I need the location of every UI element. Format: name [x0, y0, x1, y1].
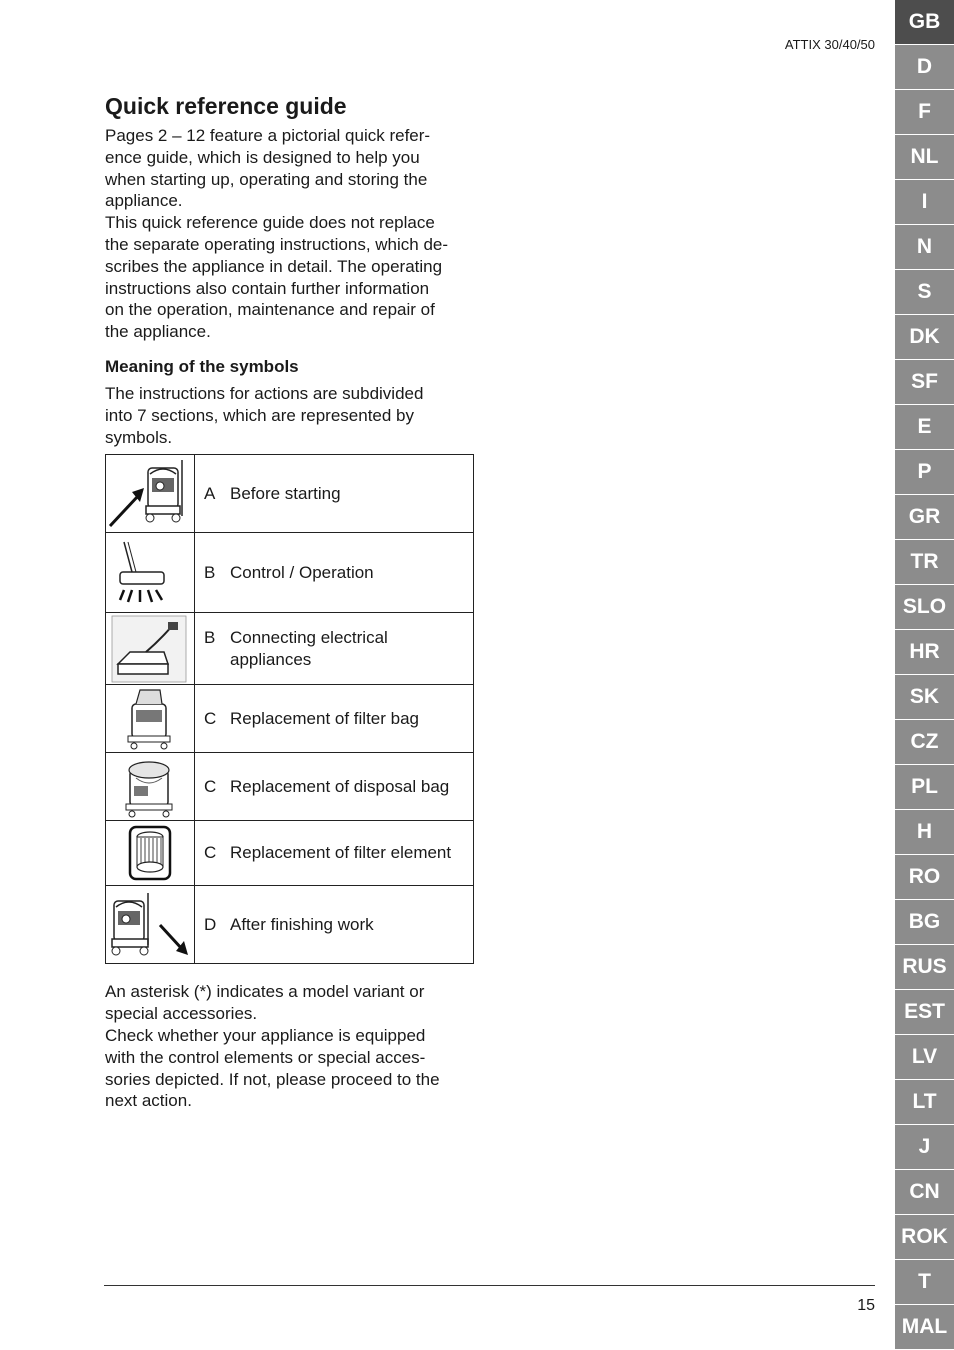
intro-line: the separate operating instructions, which de-	[105, 234, 449, 254]
symbol-letter: C	[204, 776, 217, 796]
language-tab-d[interactable]: D	[895, 45, 954, 89]
symbol-label-cell	[195, 533, 474, 613]
language-tab-sf[interactable]: SF	[895, 360, 954, 404]
disposal-bag-icon	[106, 754, 194, 820]
floor-nozzle-icon	[106, 534, 194, 612]
language-tab-mal[interactable]: MAL	[895, 1305, 954, 1349]
language-tab-p[interactable]: P	[895, 450, 954, 494]
language-tab-ro[interactable]: RO	[895, 855, 954, 899]
language-tabs	[895, 0, 954, 1350]
language-tab-bg[interactable]: BG	[895, 900, 954, 944]
symbol-label-cell	[195, 821, 474, 886]
symbol-icon-cell	[106, 685, 195, 753]
intro-paragraph	[105, 125, 477, 343]
language-tab-tr[interactable]: TR	[895, 540, 954, 584]
language-tab-h[interactable]: H	[895, 810, 954, 854]
symbol-text: Replacement of filter bag	[230, 708, 419, 728]
symbol-letter: C	[204, 708, 217, 728]
table-row	[106, 753, 474, 821]
language-tab-j[interactable]: J	[895, 1125, 954, 1169]
language-tab-dk[interactable]: DK	[895, 315, 954, 359]
notes-paragraph	[105, 981, 477, 1112]
note-line: special accessories.	[105, 1004, 258, 1024]
table-row	[106, 886, 474, 964]
language-tab-lv[interactable]: LV	[895, 1035, 954, 1079]
language-tab-e[interactable]: E	[895, 405, 954, 449]
symbols-intro	[105, 383, 477, 448]
symbols-table	[105, 454, 474, 964]
language-tab-i[interactable]: I	[895, 180, 954, 224]
vacuum-arrow-up-icon	[106, 456, 194, 532]
language-tab-n[interactable]: N	[895, 225, 954, 269]
symbol-icon-cell	[106, 533, 195, 613]
symbols-intro-line: The instructions for actions are subdivided	[105, 383, 424, 403]
main-content	[105, 92, 477, 1112]
symbol-letter: C	[204, 843, 217, 863]
intro-line: instructions also contain further information	[105, 278, 430, 298]
page-title: Quick reference guide	[105, 93, 347, 119]
symbol-text: Connecting electrical appliances	[230, 627, 388, 669]
filter-bag-icon	[106, 686, 194, 752]
note-line: with the control elements or special acces-	[105, 1047, 426, 1067]
intro-line: This quick reference guide does not replace	[105, 213, 435, 233]
symbol-icon-cell	[106, 455, 195, 533]
language-tab-slo[interactable]: SLO	[895, 585, 954, 629]
symbol-label-cell	[195, 455, 474, 533]
note-line: Check whether your appliance is equipped	[105, 1025, 426, 1045]
symbols-intro-line: symbols.	[105, 427, 173, 447]
page-number: 15	[857, 1297, 875, 1314]
symbol-letter: B	[204, 562, 216, 582]
symbol-text: Replacement of disposal bag	[230, 776, 450, 796]
symbol-label-cell	[195, 753, 474, 821]
symbol-text: Before starting	[230, 483, 341, 503]
symbols-heading: Meaning of the symbols	[105, 356, 299, 376]
table-row	[106, 821, 474, 886]
intro-line: on the operation, maintenance and repair of	[105, 300, 435, 320]
language-tab-s[interactable]: S	[895, 270, 954, 314]
language-tab-cz[interactable]: CZ	[895, 720, 954, 764]
language-tab-pl[interactable]: PL	[895, 765, 954, 809]
symbol-text: Replacement of filter element	[230, 843, 452, 863]
filter-element-icon	[106, 822, 194, 884]
language-tab-t[interactable]: T	[895, 1260, 954, 1304]
symbol-text: After finishing work	[230, 914, 374, 934]
intro-line: appliance.	[105, 191, 183, 211]
note-line: An asterisk (*) indicates a model variant or	[105, 982, 425, 1002]
language-tab-rok[interactable]: ROK	[895, 1215, 954, 1259]
note-line: next action.	[105, 1091, 192, 1111]
symbol-icon-cell	[106, 886, 195, 964]
language-tab-rus[interactable]: RUS	[895, 945, 954, 989]
footer-divider	[104, 1285, 875, 1286]
table-row	[106, 533, 474, 613]
symbol-text: Control / Operation	[230, 562, 374, 582]
table-row	[106, 685, 474, 753]
symbol-letter: D	[204, 914, 217, 934]
language-tab-nl[interactable]: NL	[895, 135, 954, 179]
language-tab-cn[interactable]: CN	[895, 1170, 954, 1214]
model-header: ATTIX 30/40/50	[784, 37, 875, 52]
language-tab-f[interactable]: F	[895, 90, 954, 134]
symbol-label-cell	[195, 613, 474, 685]
symbols-intro-line: into 7 sections, which are represented by	[105, 405, 415, 425]
language-tab-sk[interactable]: SK	[895, 675, 954, 719]
language-tab-hr[interactable]: HR	[895, 630, 954, 674]
intro-line: ence guide, which is designed to help you	[105, 147, 420, 167]
intro-line: scribes the appliance in detail. The operating	[105, 256, 443, 276]
language-tab-gr[interactable]: GR	[895, 495, 954, 539]
symbol-letter: A	[204, 483, 216, 503]
vacuum-arrow-down-icon	[106, 887, 194, 963]
symbol-label-cell	[195, 886, 474, 964]
table-row	[106, 613, 474, 685]
table-row	[106, 455, 474, 533]
symbol-icon-cell	[106, 613, 195, 685]
language-tab-lt[interactable]: LT	[895, 1080, 954, 1124]
language-tab-est[interactable]: EST	[895, 990, 954, 1034]
intro-line: when starting up, operating and storing the	[105, 169, 428, 189]
symbol-icon-cell	[106, 821, 195, 886]
symbol-icon-cell	[106, 753, 195, 821]
symbol-letter: B	[204, 627, 216, 647]
note-line: sories depicted. If not, please proceed to the	[105, 1069, 440, 1089]
intro-line: the appliance.	[105, 322, 211, 342]
power-tool-plug-icon	[106, 614, 194, 684]
intro-line: Pages 2 – 12 feature a pictorial quick refer-	[105, 126, 431, 145]
language-tab-gb[interactable]: GB	[895, 0, 954, 44]
symbol-label-cell	[195, 685, 474, 753]
